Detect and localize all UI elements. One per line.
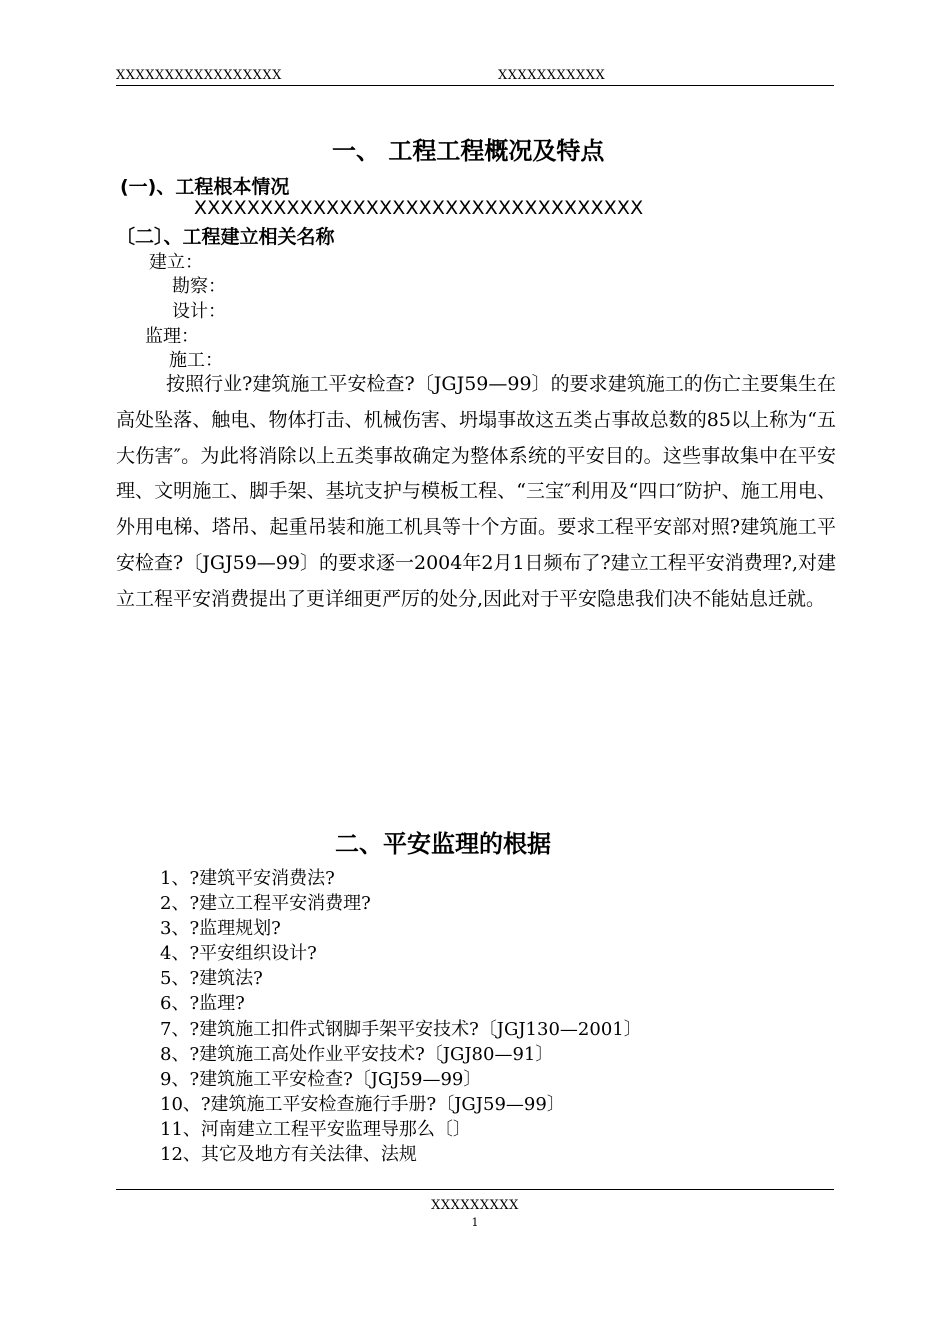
footer-text: XXXXXXXXX <box>431 1198 519 1213</box>
field-design-unit: 设计： <box>172 301 226 322</box>
subsection2-heading: 〔二〕、工程建立相关名称 <box>116 226 335 248</box>
list-item: 7、?建筑施工扣件式钢脚手架平安技术?〔JGJ130—2001〕 <box>160 1018 642 1040</box>
field-supervision-unit: 监理： <box>145 326 199 347</box>
list-item: 8、?建筑施工高处作业平安技术?〔JGJ80—91〕 <box>160 1043 554 1065</box>
list-item: 4、?平安组织设计? <box>160 943 317 965</box>
list-item: 1、?建筑平安消费法? <box>160 868 335 889</box>
regulation-reference-list <box>160 866 642 1167</box>
header-rule <box>116 85 834 86</box>
field-construction-unit: 建立： <box>149 252 203 273</box>
footer-rule <box>116 1189 834 1190</box>
section1-title: 一、 工程工程概况及特点 <box>332 137 605 165</box>
subsection1-heading: (一)、工程根本情况 <box>120 176 290 198</box>
section2-title: 二、平安监理的根据 <box>335 830 551 858</box>
header-left-text: XXXXXXXXXXXXXXXXX <box>116 68 282 83</box>
field-contractor-unit: 施工： <box>169 350 223 371</box>
list-item: 5、?建筑法? <box>160 968 263 990</box>
list-item: 6、?监理? <box>160 993 245 1015</box>
list-item: 11、河南建立工程平安监理导那么〔〕 <box>160 1118 471 1140</box>
list-item: 10、?建筑施工平安检查施行手册?〔JGJ59—99〕 <box>160 1093 565 1115</box>
project-overview-content: XXXXXXXXXXXXXXXXXXXXXXXXXXXXXXXXXX <box>194 197 644 219</box>
page-number: 1 <box>471 1216 479 1229</box>
field-survey-unit: 勘察： <box>172 276 226 297</box>
list-item: 12、其它及地方有关法律、法规 <box>160 1144 417 1166</box>
list-item: 9、?建筑施工平安检查?〔JGJ59—99〕 <box>160 1068 482 1090</box>
list-item: 2、?建立工程平安消费理? <box>160 893 371 915</box>
header-center-text: XXXXXXXXXXX <box>498 68 606 83</box>
list-item: 3、?监理规划? <box>160 918 281 940</box>
safety-requirements-paragraph: 按照行业?建筑施工平安检查?〔JGJ59—99〕的要求建筑施工的伤亡主要集生在高处坠落、触电、物体打击、机械伤害、坍塌事故这五类占事故总数的85以上称为“五大伤害″。为此将消除以上五类事故确定为整体系统的平安目的。这些事故集中在平安理、文明施工、脚手架、基坑支护与模板工程、“三宝″利用及“四口″防护、施工用电、外用电梯、塔吊、起重吊装和施工机具等十个方面。要求工程平安部对照?建筑施工平安检查?〔JGJ59—99〕的要求逐一2004年2月1日频布了?建立工程平安消费理?,对建立工程平安消费提出了更详细更严厉的处分,因此对于平安隐患我们决不能姑息迁就。 <box>116 373 836 610</box>
